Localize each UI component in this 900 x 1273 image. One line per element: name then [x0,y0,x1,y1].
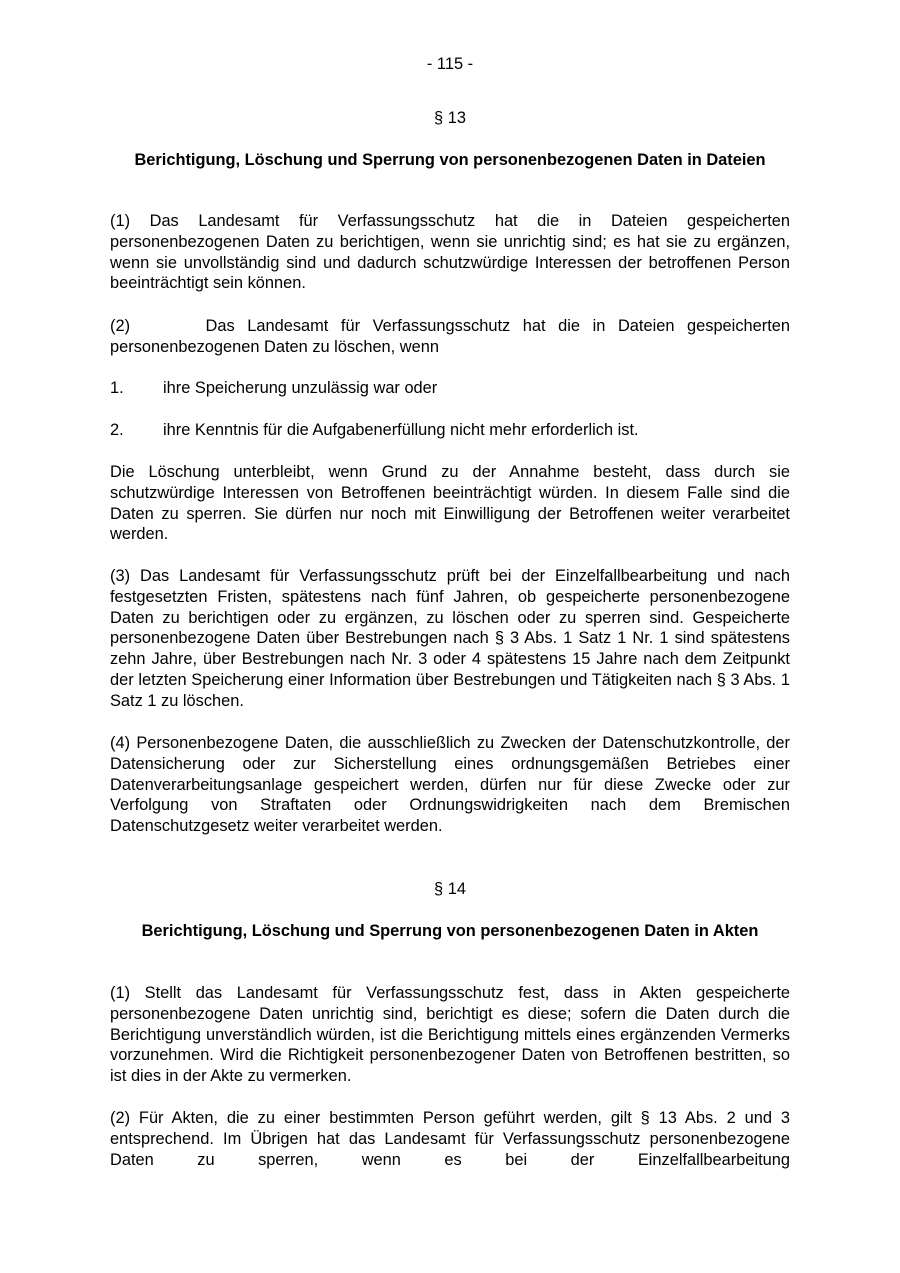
section-13-paragraph-1: (1) Das Landesamt für Verfassungsschutz hat die in Dateien gespeicherten personenbezogenen Daten zu berichtigen, wenn sie unrichtig sind; es hat sie zu ergänzen, wenn sie unvollständig sind und dadurch schutzwürdige Interessen der betroffenen Person beeinträchtigt sein können. [110,212,790,293]
page-number: - 115 - [426,55,474,73]
list-item-text: ihre Kenntnis für die Aufgabenerfüllung nicht mehr erforderlich ist. [163,421,639,439]
section-13-list-item [110,420,790,441]
list-item-number: 2. [110,421,124,439]
section-13-paragraph-2: (2) Das Landesamt für Verfassungsschutz hat die in Dateien gespeicherten personenbezogenen Daten zu löschen, wenn [110,317,790,356]
section-13-symbol: § 13 [434,109,466,127]
section-14-paragraph-2: (2) Für Akten, die zu einer bestimmten Person geführt werden, gilt § 13 Abs. 2 und 3 entsprechend. Im Übrigen hat das Landesamt für Verfassungsschutz personenbezogene Daten zu sperren, wenn es bei der Einzelfallbearbeitung [110,1109,790,1169]
list-item-text: ihre Speicherung unzulässig war oder [163,379,438,397]
list-item-number: 1. [110,379,124,397]
section-14-title: Berichtigung, Löschung und Sperrung von personenbezogenen Daten in Akten [141,922,759,940]
section-13-paragraph-4: (4) Personenbezogene Daten, die ausschließlich zu Zwecken der Datenschutzkontrolle, der Datensicherung oder zur Sicherstellung eines ordnungsgemäßen Betriebes einer Datenverarbeitungsanlage gespeichert werden, dürfen nur für diese Zwecke oder zur Verfolgung von Straftaten oder Ordnungswidrigkeiten nach dem Bremischen Datenschutzgesetz weiter verarbeitet werden. [110,734,790,836]
section-13-title: Berichtigung, Löschung und Sperrung von personenbezogenen Daten in Dateien [134,151,766,169]
section-14-paragraph-1: (1) Stellt das Landesamt für Verfassungsschutz fest, dass in Akten gespeicherte personenbezogene Daten unrichtig sind, berichtigt es diese; sofern die Daten durch die Berichtigung unverständlich würden, ist die Berichtigung mittels eines ergänzenden Vermerks vorzunehmen. Wird die Richtigkeit personenbezogener Daten von Betroffenen bestritten, so ist dies in der Akte zu vermerken. [110,984,790,1086]
section-13-paragraph-3: (3) Das Landesamt für Verfassungsschutz prüft bei der Einzelfallbearbeitung und nach festgesetzten Fristen, spätestens nach fünf Jahren, ob gespeicherte personenbezogene Daten zu berichtigen oder zu ergänzen, zu löschen oder zu sperren sind. Gespeicherte personenbezogene Daten über Bestrebungen nach § 3 Abs. 1 Satz 1 Nr. 1 sind spätestens zehn Jahre, über Bestrebungen nach Nr. 3 oder 4 spätestens 15 Jahre nach dem Zeitpunkt der letzten Speicherung einer Information über Bestrebungen und Tätigkeiten nach § 3 Abs. 1 Satz 1 zu löschen. [110,567,790,710]
section-14-symbol: § 14 [434,880,466,898]
section-13-deletion-paragraph: Die Löschung unterbleibt, wenn Grund zu der Annahme besteht, dass durch sie schutzwürdige Interessen von Betroffenen beeinträchtigt würden. In diesem Falle sind die Daten zu sperren. Sie dürfen nur noch mit Einwilligung der Betroffenen weiter verarbeitet werden. [110,463,790,544]
section-13-list-item [110,378,790,399]
